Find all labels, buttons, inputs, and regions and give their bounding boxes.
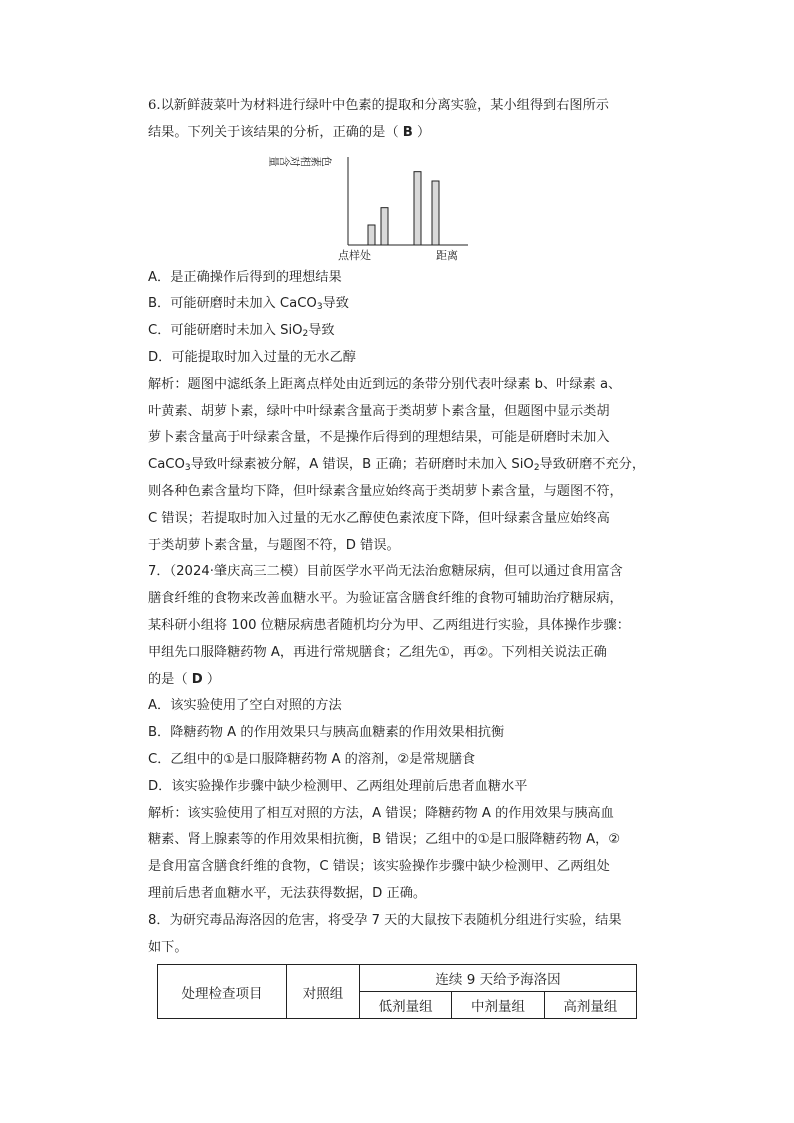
table-header-group: 连续 9 天给予海洛因 <box>360 965 637 992</box>
q6-explanation-3: 萝卜素含量高于叶绿素含量，不是操作后得到的理想结果，可能是研磨时未加入 <box>148 430 610 446</box>
q7-stem-line2: 膳食纤维的食物来改善血糖水平。为验证富含膳食纤维的食物可辅助治疗糖尿病， <box>148 591 623 607</box>
q6-stem-line2: 结果。下列关于该结果的分析，正确的是（ B ） <box>148 124 431 140</box>
page-content <box>148 93 648 961</box>
table-header-mid: 中剂量组 <box>452 992 544 1019</box>
q7-option-c: C．乙组中的①是口服降糖药物 A 的溶剂，②是常规膳食 <box>148 751 476 767</box>
bar-group <box>368 171 439 244</box>
q7-stem-line5: 的是（ D ） <box>148 671 221 687</box>
q7-explanation-4: 理前后患者血糖水平，无法获得数据，D 正确。 <box>148 885 427 901</box>
q7-option-b: B．降糖药物 A 的作用效果只与胰高血糖素的作用效果相抗衡 <box>148 725 505 741</box>
table-header-high: 高剂量组 <box>544 992 636 1019</box>
q6-explanation-2: 叶黄素、胡萝卜素，绿叶中叶绿素含量高于类胡萝卜素含量，但题图中显示类胡 <box>148 403 610 419</box>
q6-option-b: B．可能研磨时未加入 CaCO$_3$导致 <box>148 296 349 313</box>
q6-stem-line1: 6.以新鲜菠菜叶为材料进行绿叶中色素的提取和分离实验，某小组得到右图所示 <box>148 98 609 113</box>
q7-option-a: A．该实验使用了空白对照的方法 <box>148 698 342 714</box>
q7-explanation-3: 是食用富含膳食纤维的食物，C 错误；该实验操作步骤中缺少检测甲、乙两组处 <box>148 859 610 875</box>
q6-explanation-5: 则各种色素含量均下降，但叶绿素含量应始终高于类胡萝卜素含量，与题图不符， <box>148 483 623 499</box>
q6-explanation-1: 解析：题图中滤纸条上距离点样处由近到远的条带分别代表叶绿素 b、叶绿素 a、 <box>148 376 622 392</box>
q6-explanation-4: CaCO$_3$导致叶绿素被分解，A 错误，B 正确；若研磨时未加入 SiO$_2$导致研磨不充分， <box>148 457 646 474</box>
pigment-chart <box>269 151 476 263</box>
bar-2 <box>381 207 388 244</box>
q6-option-a: A．是正确操作后得到的理想结果 <box>148 269 342 285</box>
q7-option-d: D．该实验操作步骤中缺少检测甲、乙两组处理前后患者血糖水平 <box>148 778 528 794</box>
table-header-control: 对照组 <box>287 965 360 1019</box>
bar-4 <box>432 181 439 245</box>
q7-stem-line1: 7．（2024·肇庆高三二模）目前医学水平尚无法治愈糖尿病，但可以通过食用富含 <box>148 564 623 580</box>
q8-stem-line1: 8．为研究毒品海洛因的危害，将受孕 7 天的大鼠按下表随机分组进行实验，结果 <box>148 912 622 928</box>
q6-option-c: C．可能研磨时未加入 SiO$_2$导致 <box>148 323 335 340</box>
q7-answer: D <box>191 671 203 687</box>
q7-explanation-1: 解析：该实验使用了相互对照的方法，A 错误；降糖药物 A 的作用效果与胰高血 <box>148 805 614 821</box>
q8-table <box>157 964 637 1019</box>
table-header-low: 低剂量组 <box>360 992 452 1019</box>
bar-3 <box>414 171 421 244</box>
x-axis-label: 距离 <box>436 248 458 262</box>
y-axis-label: 色素相对含量 <box>269 154 332 167</box>
q8-stem-line2: 如下。 <box>148 939 188 955</box>
table-header-item: 处理检查项目 <box>158 965 287 1019</box>
table-row <box>158 965 637 992</box>
q7-stem-line3: 某科研小组将 100 位糖尿病患者随机均分为甲、乙两组进行实验，具体操作步骤： <box>148 617 630 633</box>
x-origin-label: 点样处 <box>338 248 371 262</box>
q6-answer: B <box>402 124 413 140</box>
q6-option-d: D．可能提取时加入过量的无水乙醇 <box>148 349 356 365</box>
q6-figure <box>148 147 648 265</box>
q7-stem-line4: 甲组先口服降糖药物 A，再进行常规膳食；乙组先①，再②。下列相关说法正确 <box>148 644 607 660</box>
bar-1 <box>368 225 375 245</box>
q6-explanation-7: 于类胡萝卜素含量，与题图不符，D 错误。 <box>148 537 400 553</box>
q6-explanation-6: C 错误；若提取时加入过量的无水乙醇使色素浓度下降，但叶绿素含量应始终高 <box>148 510 610 526</box>
q7-explanation-2: 糖素、肾上腺素等的作用效果相抗衡，B 错误；乙组中的①是口服降糖药物 A，② <box>148 832 621 848</box>
